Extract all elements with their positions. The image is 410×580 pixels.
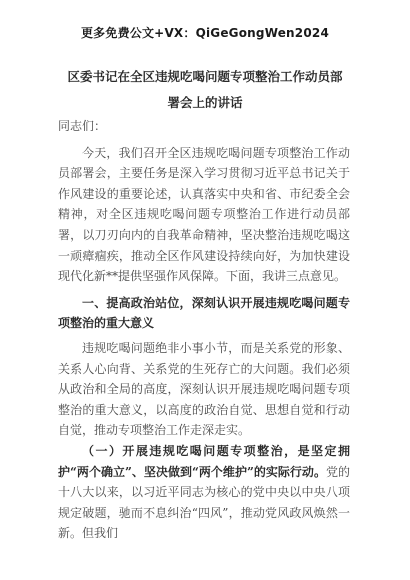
- salutation: 同志们：: [58, 119, 107, 133]
- paragraph-opening: 今天，我们召开全区违规吃喝问题专项整治工作动员部署会，主要任务是深入学习贯彻习近平总书记关于作风建设的重要论述，认真落实中央和省、市纪委全会精神，对全区违规吃喝问题专项整治工作进行动员部署，以刀刃向内的自我革命精神，坚决整治违规吃喝这一顽瘴痼疾，推动全区作风建设持续向好，为加快建设现代化新**提供坚强作风保障。下面，我讲三点意见。: [58, 145, 350, 284]
- paragraph-subsection-1: [58, 441, 350, 544]
- subsection-heading-1: （一）开展违规吃喝问题专项整治，是坚定拥护“两个确立”、坚决做到“两个维护”的实际行动。: [58, 443, 350, 479]
- document-header-watermark: 更多免费公文+VX：QiGeGongWen2024: [80, 26, 329, 40]
- document-title: 区委书记在全区违规吃喝问题专项整治工作动员部署会上的讲话: [67, 69, 343, 110]
- document-body: [58, 116, 350, 544]
- paragraph-significance: 违规吃喝问题绝非小事小节，而是关系党的形象、关系人心向背、关系党的生死存亡的大问题。我们必须从政治和全局的高度，深刻认识开展违规吃喝问题专项整治的重大意义，以高度的政治自觉、思想自觉和行动自觉，推动专项整治工作走深走实。: [58, 340, 350, 438]
- subsection-text-1: 党的十八大以来，以习近平同志为核心的党中央以中央八项规定破题，驰而不息纠治“四风”，推动党风政风焕然一新。但我们: [58, 464, 350, 541]
- section-heading-1: 一、提高政治站位，深刻认识开展违规吃喝问题专项整治的重大意义: [58, 295, 350, 331]
